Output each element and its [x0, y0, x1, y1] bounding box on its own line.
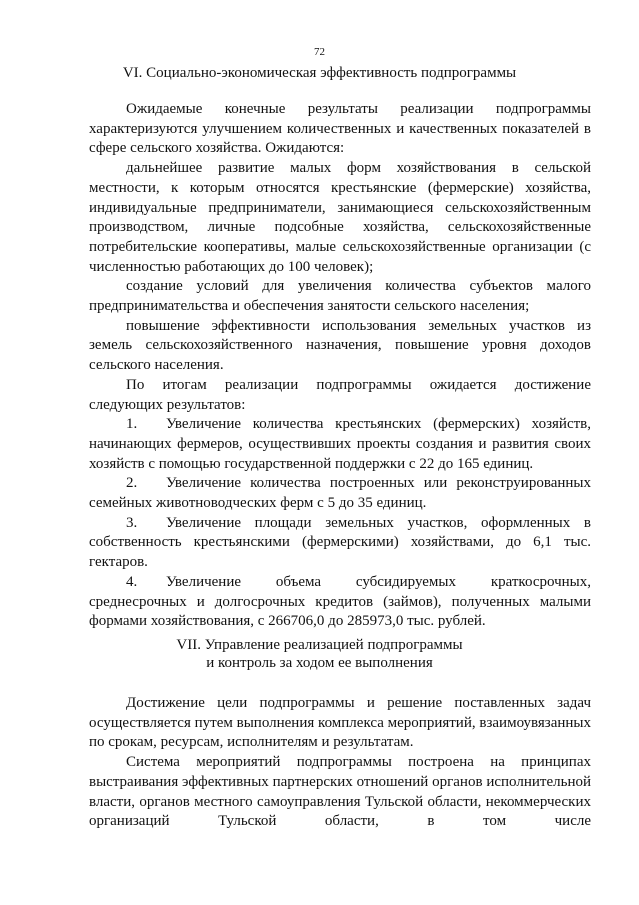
paragraph: Система мероприятий подпрограммы построена на принципах выстраивания эффективных партнерских отношений органов исполнительной власти, органов местного самоуправления Тульской области, некоммерческих организаций Тульской области, в том числе	[89, 754, 591, 830]
paragraph: Ожидаемые конечные результаты реализации подпрограммы характеризуются улучшением количественных и качественных показателей в сфере сельского хозяйства. Ожидаются:	[89, 101, 591, 157]
paragraph: По итогам реализации подпрограммы ожидается достижение следующих результатов:	[89, 376, 591, 413]
paragraph: повышение эффективности использования земельных участков из земель сельскохозяйственного назначения, повышение уровня доходов сельского населения.	[89, 317, 591, 374]
result-text: Увеличение площади земельных участков, оформленных в собственность крестьянскими (фермерскими) хозяйствами, до 6,1 тыс. гектаров.	[89, 514, 591, 571]
result-number: 2.	[126, 475, 138, 492]
section-7-body	[89, 694, 591, 832]
section-6-body	[89, 100, 591, 632]
paragraph: Достижение цели подпрограммы и решение поставленных задач осуществляется путем выполнения комплекса мероприятий, взаимоувязанных по срокам, ресурсам, исполнителям и результатам.	[89, 695, 591, 751]
result-text: Увеличение количества построенных или реконструированных семейных животноводческих ферм с 5 до 35 единиц.	[89, 475, 591, 512]
result-item	[89, 474, 591, 513]
result-text: Увеличение количества крестьянских (фермерских) хозяйств, начинающих фермеров, осуществивших проекты создания и развития своих хозяйств с помощью государственной поддержки с 22 до 165 единиц.	[89, 416, 591, 472]
result-number: 3.	[126, 514, 138, 531]
result-number: 1.	[126, 416, 138, 433]
result-number: 4.	[126, 573, 138, 590]
section-6-heading: VI. Социально-экономическая эффективность подпрограммы	[122, 65, 517, 81]
result-item	[89, 573, 591, 632]
paragraph: дальнейшее развитие малых форм хозяйствования в сельской местности, к которым относятся крестьянские (фермерские) хозяйства, индивидуальные предприниматели, занимающиеся сельскохозяйственным производством, личные подсобные хозяйства, сельскохозяйственные потребительские кооперативы, малые сельскохозяйственные организации (с численностью работающих до 100 человек);	[89, 160, 591, 275]
result-text: Увеличение объема субсидируемых краткосрочных, среднесрочных и долгосрочных кредитов (займов), полученных малыми формами хозяйствования, с 266706,0 до 285973,0 тыс. рублей.	[89, 573, 591, 630]
section-7-heading-line-1: VII. Управление реализацией подпрограммы	[176, 637, 463, 653]
page-number: 72	[314, 46, 325, 58]
result-item	[89, 415, 591, 474]
section-7-heading	[0, 636, 639, 672]
paragraph: создание условий для увеличения количества субъектов малого предпринимательства и обеспечения занятости сельского населения;	[89, 278, 591, 315]
section-7-heading-line-2: и контроль за ходом ее выполнения	[206, 655, 433, 671]
result-item	[89, 514, 591, 573]
